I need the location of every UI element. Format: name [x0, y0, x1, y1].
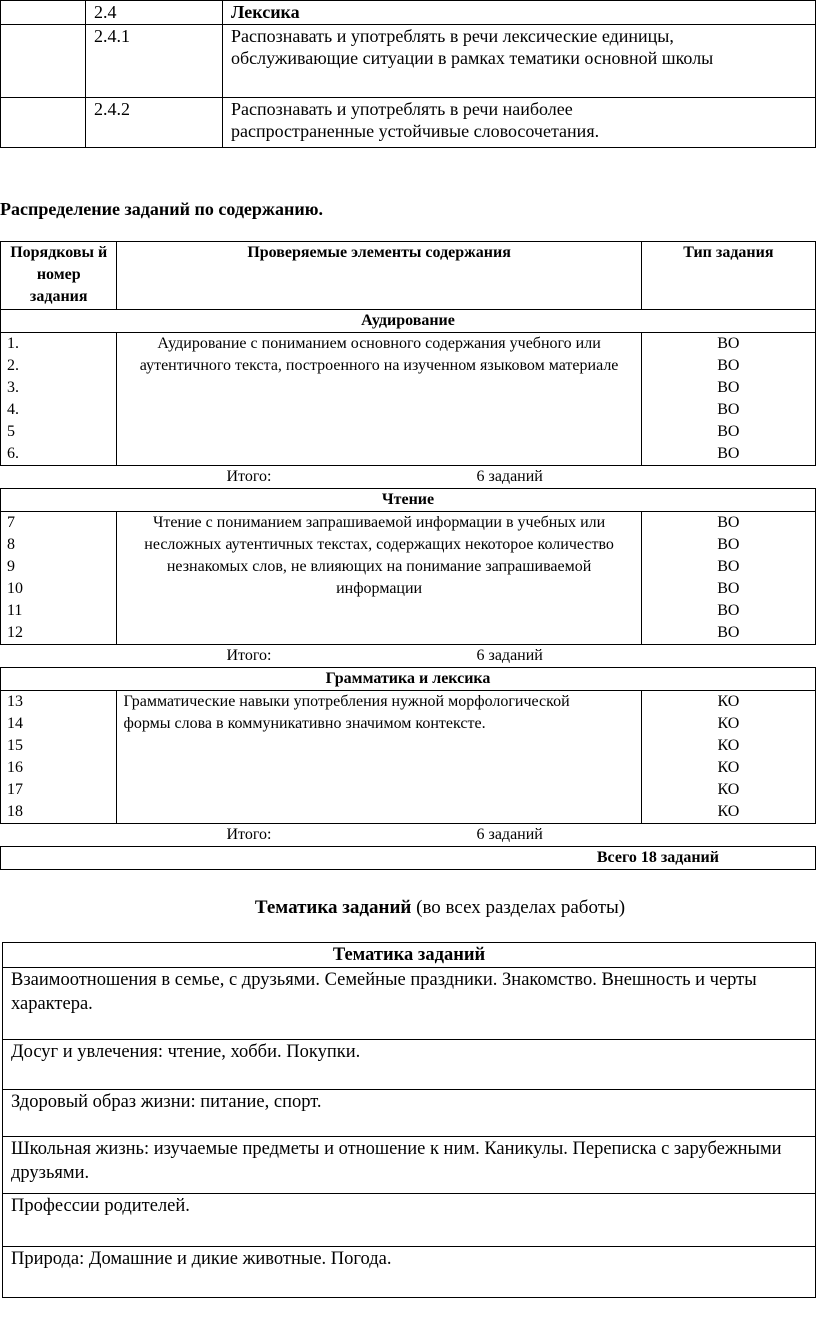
task-type: ВО	[717, 624, 740, 641]
table-row	[3, 1040, 816, 1090]
total-label: Итого:	[226, 826, 272, 843]
table-row	[1, 1, 816, 25]
number-cell: 2.4.1	[86, 25, 223, 98]
section-body-row	[1, 333, 816, 466]
table-header-row	[1, 242, 816, 310]
section-total-row	[1, 824, 816, 847]
theme-item: Досуг и увлечения: чтение, хобби. Покупки.	[3, 1040, 816, 1090]
competency-table	[0, 0, 816, 148]
theme-item: Здоровый образ жизни: питание, спорт.	[3, 1090, 816, 1137]
task-number: 8	[7, 536, 15, 553]
table-row	[1, 25, 816, 98]
skill-cell: Распознавать и употреблять в речи наиболее распространенные устойчивые словосочетания.	[223, 98, 816, 148]
total-label: Итого:	[226, 647, 272, 664]
themes-table-header: Тематика заданий	[3, 943, 816, 968]
skill-cell: Распознавать и употреблять в речи лексические единицы, обслуживающие ситуации в рамках тематики основной школы	[223, 25, 816, 98]
section-total	[1, 645, 816, 668]
task-number: 6.	[7, 445, 19, 462]
task-number: 15	[7, 737, 23, 754]
task-type: ВО	[717, 335, 740, 352]
section-total-row	[1, 466, 816, 489]
section-title: Аудирование	[1, 310, 816, 333]
content-description: Аудирование с пониманием основного содержания учебного или аутентичного текста, построенного на изученном языковом материале	[117, 333, 641, 466]
task-numbers	[1, 512, 117, 645]
section-title-row	[1, 668, 816, 691]
table-row	[1, 98, 816, 148]
task-type: ВО	[717, 379, 740, 396]
task-type: ВО	[717, 401, 740, 418]
task-type: КО	[717, 715, 740, 732]
task-type: КО	[717, 693, 740, 710]
number-cell: 2.4.2	[86, 98, 223, 148]
task-type: КО	[717, 803, 740, 820]
task-type: ВО	[717, 357, 740, 374]
task-type: ВО	[717, 423, 740, 440]
themes-title-note: (во всех разделах работы)	[411, 897, 626, 918]
section-total	[1, 466, 816, 489]
table-row	[3, 1090, 816, 1137]
grand-total: Всего 18 заданий	[1, 847, 816, 870]
content-description: Чтение с пониманием запрашиваемой информации в учебных или несложных аутентичных текстах, содержащих некоторое количество незнакомых слов, не влияющих на понимание запрашиваемой информации	[117, 512, 641, 645]
task-number: 10	[7, 580, 23, 597]
skill-cell: Лексика	[223, 1, 816, 25]
total-value: 6 заданий	[476, 468, 543, 485]
task-number: 9	[7, 558, 15, 575]
number-cell: 2.4	[86, 1, 223, 25]
task-number: 13	[7, 693, 23, 710]
section-title-row	[1, 310, 816, 333]
task-number: 1.	[7, 335, 19, 352]
task-number: 3.	[7, 379, 19, 396]
theme-item: Природа: Домашние и дикие животные. Погода.	[3, 1247, 816, 1298]
task-number: 11	[7, 602, 23, 619]
column-header-type: Тип задания	[641, 242, 815, 310]
grand-total-row	[1, 847, 816, 870]
section-title-row	[1, 489, 816, 512]
task-numbers	[1, 333, 117, 466]
task-type: КО	[717, 781, 740, 798]
task-type: КО	[717, 759, 740, 776]
theme-item: Школьная жизнь: изучаемые предметы и отношение к ним. Каникулы. Переписка с зарубежными друзьями.	[3, 1137, 816, 1194]
task-number: 16	[7, 759, 23, 776]
task-type: КО	[717, 737, 740, 754]
total-value: 6 заданий	[476, 826, 543, 843]
code-cell	[1, 25, 86, 98]
theme-item: Взаимоотношения в семье, с друзьями. Семейные праздники. Знакомство. Внешность и черты характера.	[3, 968, 816, 1040]
total-label: Итого:	[226, 468, 272, 485]
task-types	[641, 691, 815, 824]
column-header-number: Порядковы й номер задания	[1, 242, 117, 310]
table-row	[3, 1194, 816, 1247]
task-type: ВО	[717, 558, 740, 575]
distribution-table	[0, 241, 816, 870]
table-row	[3, 1137, 816, 1194]
task-type: ВО	[717, 514, 740, 531]
code-cell	[1, 1, 86, 25]
total-value: 6 заданий	[476, 647, 543, 664]
task-number: 12	[7, 624, 23, 641]
task-type: ВО	[717, 536, 740, 553]
task-types	[641, 512, 815, 645]
task-number: 7	[7, 514, 15, 531]
task-number: 14	[7, 715, 23, 732]
task-types	[641, 333, 815, 466]
content-description: Грамматические навыки употребления нужной морфологической формы слова в коммуникативно значимом контексте.	[117, 691, 641, 824]
themes-table	[2, 942, 816, 1298]
task-type: ВО	[717, 580, 740, 597]
section-body-row	[1, 512, 816, 645]
task-number: 18	[7, 803, 23, 820]
task-number: 5	[7, 423, 15, 440]
themes-title-bold: Тематика заданий	[254, 897, 412, 918]
section-total-row	[1, 645, 816, 668]
section-heading: Распределение заданий по содержанию.	[0, 199, 323, 219]
task-type: ВО	[717, 602, 740, 619]
code-cell	[1, 98, 86, 148]
section-title: Чтение	[1, 489, 816, 512]
task-number: 17	[7, 781, 23, 798]
table-row	[3, 1247, 816, 1298]
column-header-content: Проверяемые элементы содержания	[117, 242, 641, 310]
task-numbers	[1, 691, 117, 824]
section-body-row	[1, 691, 816, 824]
task-number: 4.	[7, 401, 19, 418]
table-row	[3, 968, 816, 1040]
theme-item: Профессии родителей.	[3, 1194, 816, 1247]
task-type: ВО	[717, 445, 740, 462]
table-header-row	[3, 943, 816, 968]
section-title: Грамматика и лексика	[1, 668, 816, 691]
task-number: 2.	[7, 357, 19, 374]
themes-title	[0, 897, 816, 919]
section-total	[1, 824, 816, 847]
